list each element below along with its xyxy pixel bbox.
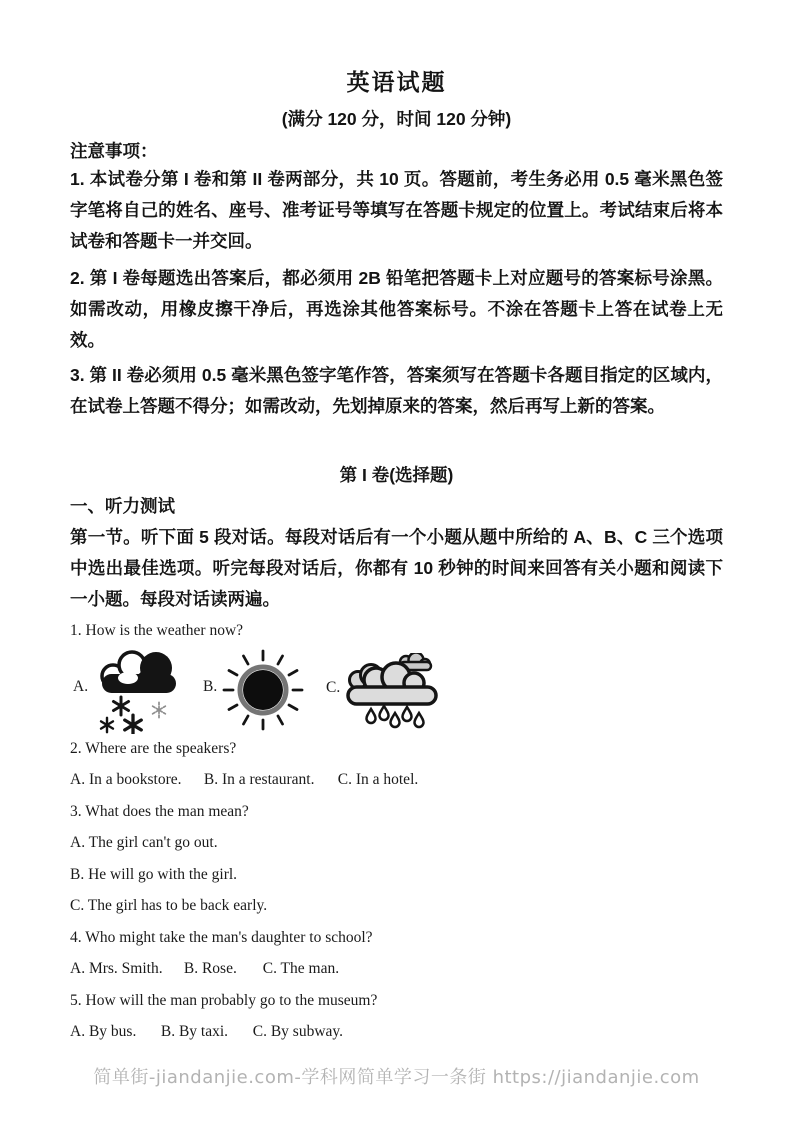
notice-heading: 注意事项： (70, 141, 158, 161)
question-3-text: 3. What does the man mean? (70, 802, 249, 820)
q4-option-a: A. Mrs. Smith. (70, 960, 163, 977)
notice-item-3: 3. 第 II 卷必须用 0.5 毫米黑色签字笔作答，答案须写在答题卡各题目指定的区域内，在试卷上答题不得分；如需改动，先划掉原来的答案，然后再写上新的答案。 (70, 365, 723, 416)
q1-option-b-label: B. (203, 677, 218, 695)
question-1-text: 1. How is the weather now? (70, 622, 244, 639)
listening-part-heading: 一、听力测试 (70, 496, 175, 516)
q4-option-b: B. Rose. (183, 960, 237, 977)
sun-icon (222, 647, 304, 733)
notice-item-2: 2. 第 I 卷每题选出答案后，都必须用 2B 铅笔把答题卡上对应题号的答案标号涂黑。如需改动，用橡皮擦干净后，再选涂其他答案标号。不涂在答题卡上答在试卷上无效。 (70, 268, 723, 350)
q2-option-a: A. In a bookstore. (70, 771, 182, 788)
question-4-options (70, 953, 723, 985)
notice-item-1: 1. 本试卷分第 I 卷和第 II 卷两部分，共 10 页。答题前，考生务必用 0.5 毫米黑色签字笔将自己的姓名、座号、准考证号等填写在答题卡规定的位置上。考试结束后将本试卷和答题卡一并交回。 (70, 169, 723, 251)
page-subtitle: (满分 120 分，时间 120 分钟) (281, 109, 512, 129)
question-5-options (70, 1016, 723, 1048)
q3-option-a: A. The girl can't go out. (70, 834, 218, 851)
q3-option-b: B. He will go with the girl. (70, 865, 238, 883)
listening-part-instructions: 第一节。听下面 5 段对话。每段对话后有一个小题从题中所给的 A、B、C 三个选项中选出最佳选项。听完每段对话后，你都有 10 秒钟的时间来回答有关小题和阅读下一小题。每段对话读两遍。 (70, 527, 723, 609)
snow-cloud-icon (96, 648, 182, 734)
question-4-text: 4. Who might take the man's daughter to school? (70, 928, 373, 946)
q1-option-c-label: C. (326, 678, 341, 696)
question-2-text: 2. Where are the speakers? (70, 739, 237, 757)
page-title: 英语试题 (346, 69, 447, 95)
q2-option-b: B. In a restaurant. (203, 771, 315, 788)
rain-clouds-icon (344, 653, 444, 729)
q5-option-c: C. By subway. (252, 1023, 344, 1040)
question-5-text: 5. How will the man probably go to the museum? (70, 991, 378, 1009)
question-1-picture-options (70, 647, 723, 733)
q4-option-c: C. The man. (262, 960, 340, 977)
q5-option-b: B. By taxi. (160, 1023, 229, 1040)
q5-option-a: A. By bus. (70, 1023, 137, 1040)
q1-option-a-label: A. (73, 677, 89, 695)
question-2-options (70, 764, 723, 796)
watermark-footer: 简单街-jiandanjie.com-学科网简单学习一条街 https://jiandanjie.com (93, 1067, 700, 1088)
section-1-heading: 第 I 卷(选择题) (339, 465, 454, 485)
q2-option-c: C. In a hotel. (337, 771, 419, 788)
q3-option-c: C. The girl has to be back early. (70, 897, 268, 914)
